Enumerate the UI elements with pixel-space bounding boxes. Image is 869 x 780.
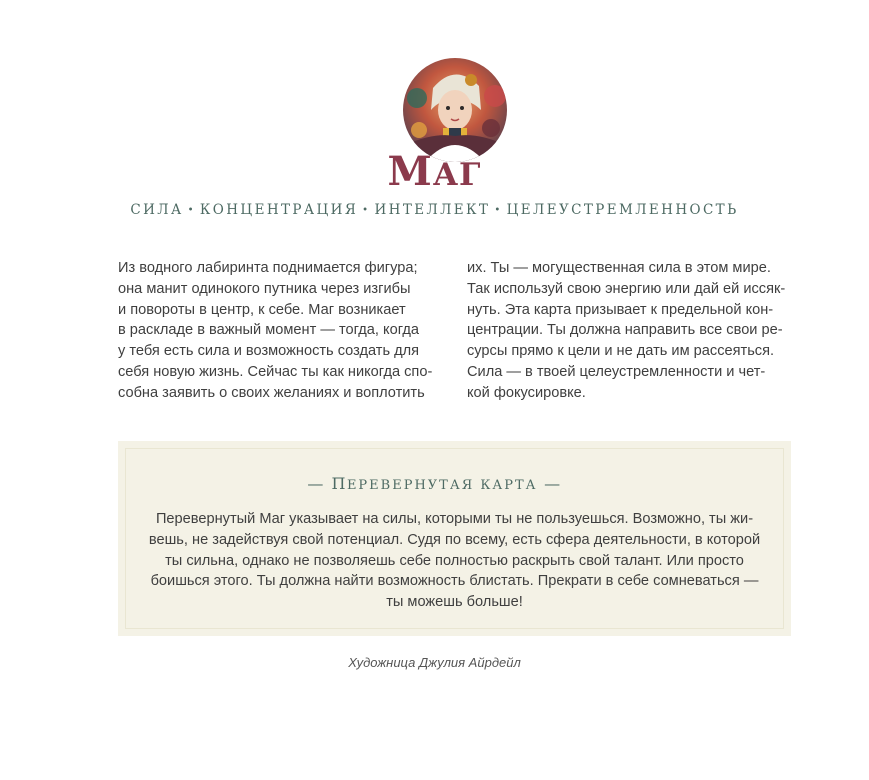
text-line: боишься этого. Ты должна найти возможность блистать. Прекрати в себе сомневаться — bbox=[150, 573, 759, 590]
text-line: нуть. Эта карта призывает к предельной кон- bbox=[467, 301, 774, 318]
text-line: Перевернутый Маг указывает на силы, которыми ты не пользуешься. Возможно, ты жи- bbox=[155, 511, 754, 527]
card-keywords bbox=[0, 200, 869, 221]
keyword: ЦЕЛЕУСТРЕМЛЕННОСТЬ bbox=[506, 202, 739, 218]
text-line: у тебя есть сила и возможность создать для bbox=[118, 343, 420, 360]
card-title: МАГ bbox=[387, 148, 482, 195]
text-line: ты можешь больше! bbox=[386, 594, 523, 611]
reversed-card-heading: — ПЕРЕВЕРНУТАЯ КАРТА — bbox=[307, 474, 562, 493]
text-line: ты сильна, однако не позволяешь себе полностью раскрыть свой талант. Или просто bbox=[165, 552, 744, 569]
text-line: Из водного лабиринта поднимается фигура; bbox=[118, 260, 418, 276]
portrait-illustration bbox=[403, 58, 507, 162]
description-column-left bbox=[118, 258, 442, 404]
card-illustration-emblem bbox=[403, 58, 507, 162]
keyword: ИНТЕЛЛЕКТ bbox=[374, 202, 491, 218]
description-column-right bbox=[467, 258, 791, 404]
keyword-separator: • bbox=[362, 205, 371, 216]
text-line: и повороты в центр, к себе. Маг возникает bbox=[118, 301, 406, 318]
text-line: себя новую жизнь. Сейчас ты как никогда спо- bbox=[118, 363, 433, 380]
keyword-separator: • bbox=[187, 205, 196, 216]
text-line: кой фокусировке. bbox=[467, 384, 586, 401]
keyword-separator: • bbox=[494, 205, 503, 216]
text-line: центрации. Ты должна направить все свои ре- bbox=[467, 322, 783, 339]
reversed-card-text bbox=[140, 509, 769, 613]
text-line: их. Ты — могущественная сила в этом мире. bbox=[467, 260, 771, 276]
text-line: сурсы прямо к цели и не дать им рассеяться. bbox=[467, 343, 775, 360]
text-line: вешь, не задействуя свой потенциал. Судя по всему, есть сфера деятельности, в которой bbox=[148, 531, 761, 548]
text-line: Сила — в твоей целеустремленности и чет- bbox=[467, 363, 766, 380]
text-line: в раскладе в важный момент — тогда, когда bbox=[118, 322, 419, 339]
text-line: собна заявить о своих желаниях и воплотить bbox=[118, 384, 425, 401]
artist-credit: Художница Джулия Айрдейл bbox=[348, 655, 521, 670]
text-line: Так используй свою энергию или дай ей иссяк- bbox=[467, 280, 786, 297]
keyword: КОНЦЕНТРАЦИЯ bbox=[199, 202, 359, 218]
keyword: СИЛА bbox=[130, 202, 184, 218]
text-line: она манит одинокого путника через изгибы bbox=[118, 280, 411, 297]
